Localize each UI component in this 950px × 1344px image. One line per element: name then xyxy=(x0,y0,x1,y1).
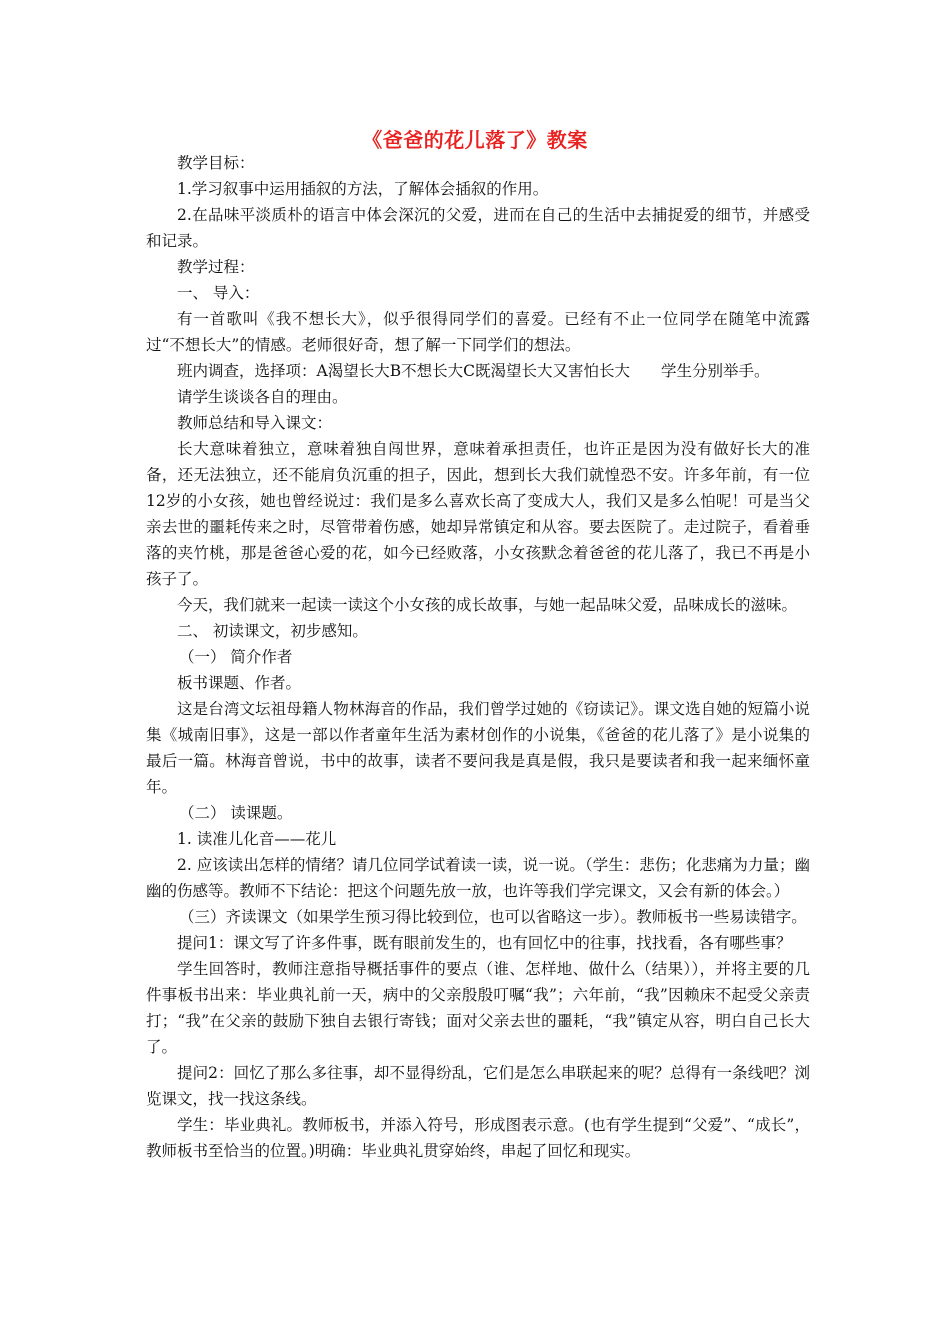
paragraph: 提问2：回忆了那么多往事，却不显得纷乱，它们是怎么串联起来的呢？总得有一条线吧？浏览课文，找一找这条线。 xyxy=(146,1064,810,1108)
paragraph: 板书课题、作者。 xyxy=(177,674,302,692)
paragraph: （三）齐读课文（如果学生预习得比较到位，也可以省略这一步）。教师板书一些易读错字。 xyxy=(179,908,807,926)
paragraph: 这是台湾文坛祖母籍人物林海音的作品，我们曾学过她的《窃读记》。课文选自她的短篇小说集《城南旧事》，这是一部以作者童年生活为素材创作的小说集，《爸爸的花儿落了》是小说集的最后一篇。林海音曾说，书中的故事，读者不要问我是真是假，我只是要读者和我一起来缅怀童年。 xyxy=(146,700,810,796)
paragraph: 一、 导入： xyxy=(177,284,260,302)
document-body xyxy=(146,150,810,1164)
paragraph: 班内调查，选择项：A渴望长大B不想长大C既渴望长大又害怕长大 学生分别举手。 xyxy=(177,362,770,380)
paragraph: 1. 读准儿化音——花儿 xyxy=(177,830,337,848)
paragraph: 学生：毕业典礼。教师板书，并添入符号，形成图表示意。(也有学生提到“父爱”、“成长”，教师板书至恰当的位置。)明确：毕业典礼贯穿始终，串起了回忆和现实。 xyxy=(146,1116,810,1160)
paragraph: 教学过程： xyxy=(177,258,255,276)
paragraph: 1.学习叙事中运用插叙的方法，了解体会插叙的作用。 xyxy=(177,180,549,198)
paragraph: 学生回答时，教师注意指导概括事件的要点（谁、怎样地、做什么（结果）），并将主要的几件事板书出来：毕业典礼前一天，病中的父亲殷殷叮嘱“我”；六年前，“我”因赖床不起受父亲责打；“我”在父亲的鼓励下独自去银行寄钱；面对父亲去世的噩耗，“我”镇定从容，明白自己长大了。 xyxy=(146,960,810,1056)
paragraph: 提问1：课文写了许多件事，既有眼前发生的，也有回忆中的往事，找找看，各有哪些事？ xyxy=(177,934,792,952)
paragraph: 教师总结和导入课文： xyxy=(177,414,333,432)
paragraph: （二） 读课题。 xyxy=(179,804,293,822)
document-title: 《爸爸的花儿落了》教案 xyxy=(362,128,588,152)
paragraph: （一） 简介作者 xyxy=(179,648,293,666)
paragraph: 今天，我们就来一起读一读这个小女孩的成长故事，与她一起品味父爱，品味成长的滋味。 xyxy=(177,596,798,614)
paragraph: 请学生谈谈各自的理由。 xyxy=(177,388,348,406)
paragraph: 2.在品味平淡质朴的语言中体会深沉的父爱，进而在自己的生活中去捕捉爱的细节，并感受和记录。 xyxy=(146,206,810,250)
paragraph: 有一首歌叫《我不想长大》，似乎很得同学们的喜爱。已经有不止一位同学在随笔中流露过“不想长大”的情感。老师很好奇，想了解一下同学们的想法。 xyxy=(146,310,810,354)
paragraph: 长大意味着独立，意味着独自闯世界，意味着承担责任，也许正是因为没有做好长大的准备，还无法独立，还不能肩负沉重的担子，因此，想到长大我们就惶恐不安。许多年前，有一位12岁的小女孩，她也曾经说过：我们是多么喜欢长高了变成大人，我们又是多么怕呢！可是当父亲去世的噩耗传来之时，尽管带着伤感，她却异常镇定和从容。要去医院了。走过院子，看着垂落的夹竹桃，那是爸爸心爱的花，如今已经败落，小女孩默念着爸爸的花儿落了，我已不再是小孩子了。 xyxy=(146,440,810,588)
paragraph: 2. 应该读出怎样的情绪？请几位同学试着读一读，说一说。（学生：悲伤；化悲痛为力量；幽幽的伤感等。教师不下结论：把这个问题先放一放，也许等我们学完课文，又会有新的体会。） xyxy=(146,856,810,900)
paragraph: 教学目标： xyxy=(177,154,255,172)
paragraph: 二、 初读课文，初步感知。 xyxy=(177,622,368,640)
